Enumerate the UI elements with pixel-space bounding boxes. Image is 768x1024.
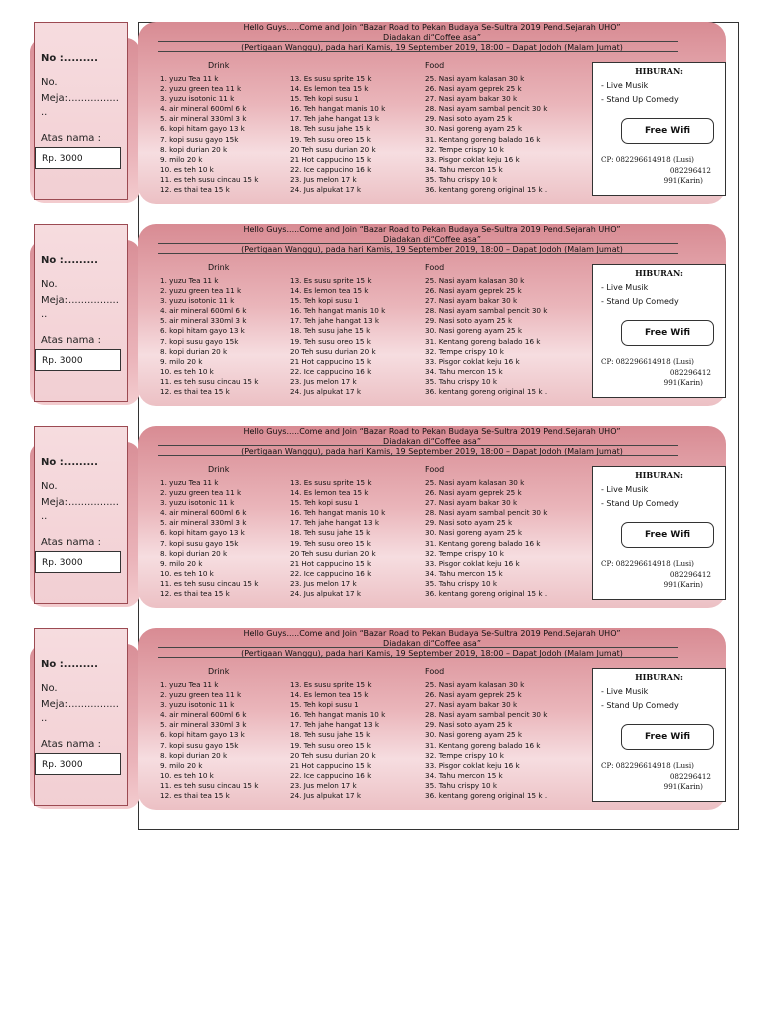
menu-item: 27. Nasi ayam bakar 30 k [425,700,518,710]
menu-item: 18. Teh susu jahe 15 k [290,730,371,740]
menu-item: 4. air mineral 600ml 6 k [160,104,247,114]
menu-item: 5. air mineral 330ml 3 k [160,114,247,124]
menu-item: 13. Es susu sprite 15 k [290,478,372,487]
stub-number-label-2: No. [41,683,58,694]
entertainment-item: - Stand Up Comedy [601,297,679,306]
menu-item: 14. Es lemon tea 15 k [290,286,369,296]
menu-item: 11. es teh susu cincau 15 k [160,174,259,184]
entertainment-item: - Live Musik [601,485,649,494]
divider [158,445,678,446]
menu-item: 3. yuzu isotonic 11 k [160,296,235,306]
menu-item: 21 Hot cappucino 15 k [290,356,372,366]
ticket [30,628,726,814]
menu-item: 6. kopi hitam gayo 13 k [160,730,245,740]
entertainment-item: - Live Musik [601,687,649,696]
menu-item: 10. es teh 10 k [160,770,214,780]
divider [158,41,678,42]
menu-item: 23. Jus melon 17 k [290,780,357,790]
menu-item: 20 Teh susu durian 20 k [290,548,376,558]
menu-item: 25. Nasi ayam kalasan 30 k [425,680,525,689]
stub-table-dots: .. [41,309,48,320]
menu-item: 33. Pisgor coklat keju 16 k [425,356,520,366]
menu-item: 7. kopi susu gayo 15k [160,740,239,750]
price-box: Rp. 3000 [35,551,121,573]
menu-item: 13. Es susu sprite 15 k [290,276,372,285]
menu-item: 36. kentang goreng original 15 k . [425,387,548,397]
stub-number-label-2: No. [41,279,58,290]
menu-item: 22. Ice cappucino 16 k [290,366,372,376]
drink-list-2 [290,680,385,801]
drink-list-2 [290,74,385,195]
food-heading: Food [425,61,445,70]
ticket-main [138,224,726,406]
entertainment-title: HIBURAN: [635,66,683,76]
event-date: (Pertigaan Wanggu), pada hari Kamis, 19 September 2019, 18:00 – Dapat Jodoh (Malam Jumat) [241,43,623,52]
menu-item: 28. Nasi ayam sambal pencit 30 k [425,710,548,720]
menu-item: 18. Teh susu jahe 15 k [290,124,371,134]
event-venue: Diadakan di“Coffee asa” [383,235,481,244]
menu-item: 12. es thai tea 15 k [160,791,230,801]
entertainment-box [592,62,726,196]
event-title: Hello Guys.....Come and Join “Bazar Road to Pekan Budaya Se-Sultra 2019 Pend.Sejarah UHO” [243,427,621,436]
entertainment-item: - Live Musik [601,81,649,90]
menu-item: 17. Teh jahe hangat 13 k [290,720,379,730]
ticket [30,224,726,410]
stub-number-label: No :......... [41,53,98,64]
drink-list-2 [290,276,385,397]
event-title: Hello Guys.....Come and Join “Bazar Road to Pekan Budaya Se-Sultra 2019 Pend.Sejarah UHO” [243,629,621,638]
stub-name-label: Atas nama : [41,739,101,750]
divider [158,657,678,658]
event-title: Hello Guys.....Come and Join “Bazar Road to Pekan Budaya Se-Sultra 2019 Pend.Sejarah UHO” [243,23,621,32]
ticket-stub [34,224,128,402]
menu-item: 1. yuzu Tea 11 k [160,276,219,285]
menu-item: 34. Tahu mercon 15 k [425,568,503,578]
menu-item: 27. Nasi ayam bakar 30 k [425,296,518,306]
contact-person-line2: 082296412 [669,166,711,175]
menu-item: 18. Teh susu jahe 15 k [290,326,371,336]
contact-person-line3: 991(Karin) [663,378,703,387]
menu-item: 29. Nasi soto ayam 25 k [425,720,513,730]
menu-item: 26. Nasi ayam geprek 25 k [425,286,522,296]
ticket-stub [34,426,128,604]
menu-item: 30. Nasi goreng ayam 25 k [425,124,523,134]
contact-person-line3: 991(Karin) [663,580,703,589]
menu-item: 2. yuzu green tea 11 k [160,286,242,296]
menu-item: 27. Nasi ayam bakar 30 k [425,94,518,104]
menu-item: 4. air mineral 600ml 6 k [160,710,247,720]
menu-item: 26. Nasi ayam geprek 25 k [425,84,522,94]
menu-item: 9. milo 20 k [160,154,203,164]
menu-item: 15. Teh kopi susu 1 [290,498,359,508]
stub-table-label: Meja:................ [41,93,119,104]
food-heading: Food [425,263,445,272]
free-wifi-badge: Free Wifi [621,118,714,144]
menu-item: 16. Teh hangat manis 10 k [290,508,386,518]
stub-name-label: Atas nama : [41,537,101,548]
free-wifi-badge: Free Wifi [621,522,714,548]
contact-person-line2: 082296412 [669,570,711,579]
menu-item: 36. kentang goreng original 15 k . [425,791,548,801]
menu-item: 32. Tempe crispy 10 k [425,144,504,154]
stub-table-label: Meja:................ [41,699,119,710]
event-date: (Pertigaan Wanggu), pada hari Kamis, 19 September 2019, 18:00 – Dapat Jodoh (Malam Jumat) [241,245,623,254]
divider [158,647,678,648]
free-wifi-badge: Free Wifi [621,724,714,750]
contact-person-line3: 991(Karin) [663,176,703,185]
contact-person-line2: 082296412 [669,772,711,781]
menu-item: 19. Teh susu oreo 15 k [290,134,371,144]
menu-item: 19. Teh susu oreo 15 k [290,538,371,548]
stub-table-dots: .. [41,511,48,522]
menu-item: 30. Nasi goreng ayam 25 k [425,326,523,336]
stub-table-dots: .. [41,107,48,118]
stub-table-dots: .. [41,713,48,724]
drink-list-1 [160,478,258,599]
menu-item: 17. Teh jahe hangat 13 k [290,316,379,326]
menu-item: 11. es teh susu cincau 15 k [160,376,259,386]
menu-item: 8. kopi durian 20 k [160,346,228,356]
menu-item: 14. Es lemon tea 15 k [290,84,369,94]
contact-person: CP: 082296614918 (Lusi) [601,761,694,770]
menu-item: 2. yuzu green tea 11 k [160,488,242,498]
ticket-stub [34,22,128,200]
menu-item: 2. yuzu green tea 11 k [160,84,242,94]
menu-item: 23. Jus melon 17 k [290,174,357,184]
menu-item: 21 Hot cappucino 15 k [290,558,372,568]
event-title: Hello Guys.....Come and Join “Bazar Road to Pekan Budaya Se-Sultra 2019 Pend.Sejarah UHO” [243,225,621,234]
food-list [425,680,547,801]
drink-heading: Drink [208,465,230,474]
menu-item: 28. Nasi ayam sambal pencit 30 k [425,508,548,518]
menu-item: 25. Nasi ayam kalasan 30 k [425,478,525,487]
menu-item: 9. milo 20 k [160,558,203,568]
menu-item: 10. es teh 10 k [160,164,214,174]
menu-item: 35. Tahu crispy 10 k [425,578,498,588]
menu-item: 4. air mineral 600ml 6 k [160,508,247,518]
drink-heading: Drink [208,263,230,272]
menu-item: 35. Tahu crispy 10 k [425,174,498,184]
entertainment-item: - Live Musik [601,283,649,292]
menu-item: 13. Es susu sprite 15 k [290,74,372,83]
menu-item: 19. Teh susu oreo 15 k [290,740,371,750]
menu-item: 28. Nasi ayam sambal pencit 30 k [425,104,548,114]
menu-item: 32. Tempe crispy 10 k [425,346,504,356]
contact-person: CP: 082296614918 (Lusi) [601,559,694,568]
stub-name-label: Atas nama : [41,335,101,346]
menu-item: 7. kopi susu gayo 15k [160,134,239,144]
event-date: (Pertigaan Wanggu), pada hari Kamis, 19 September 2019, 18:00 – Dapat Jodoh (Malam Jumat) [241,649,623,658]
menu-item: 1. yuzu Tea 11 k [160,478,219,487]
entertainment-title: HIBURAN: [635,672,683,682]
stub-number-label: No :......... [41,255,98,266]
menu-item: 9. milo 20 k [160,356,203,366]
menu-item: 26. Nasi ayam geprek 25 k [425,690,522,700]
divider [158,455,678,456]
menu-item: 35. Tahu crispy 10 k [425,780,498,790]
drink-list-2 [290,478,385,599]
entertainment-item: - Stand Up Comedy [601,701,679,710]
menu-item: 29. Nasi soto ayam 25 k [425,114,513,124]
entertainment-item: - Stand Up Comedy [601,499,679,508]
stub-number-label-2: No. [41,77,58,88]
menu-item: 1. yuzu Tea 11 k [160,680,219,689]
menu-item: 9. milo 20 k [160,760,203,770]
menu-item: 3. yuzu isotonic 11 k [160,94,235,104]
menu-item: 6. kopi hitam gayo 13 k [160,528,245,538]
menu-item: 32. Tempe crispy 10 k [425,750,504,760]
menu-item: 31. Kentang goreng balado 16 k [425,336,541,346]
entertainment-box [592,466,726,600]
menu-item: 12. es thai tea 15 k [160,589,230,599]
contact-person-line3: 991(Karin) [663,782,703,791]
event-venue: Diadakan di“Coffee asa” [383,437,481,446]
menu-item: 24. Jus alpukat 17 k [290,791,362,801]
menu-item: 7. kopi susu gayo 15k [160,538,239,548]
menu-item: 29. Nasi soto ayam 25 k [425,316,513,326]
ticket-stub [34,628,128,806]
stub-table-label: Meja:................ [41,497,119,508]
menu-item: 32. Tempe crispy 10 k [425,548,504,558]
divider [158,51,678,52]
menu-item: 25. Nasi ayam kalasan 30 k [425,276,525,285]
menu-item: 3. yuzu isotonic 11 k [160,700,235,710]
menu-item: 31. Kentang goreng balado 16 k [425,740,541,750]
menu-item: 3. yuzu isotonic 11 k [160,498,235,508]
stub-number-label: No :......... [41,659,98,670]
menu-item: 6. kopi hitam gayo 13 k [160,326,245,336]
contact-person: CP: 082296614918 (Lusi) [601,357,694,366]
stub-number-label-2: No. [41,481,58,492]
stub-number-label: No :......... [41,457,98,468]
menu-item: 21 Hot cappucino 15 k [290,154,372,164]
menu-item: 27. Nasi ayam bakar 30 k [425,498,518,508]
menu-item: 6. kopi hitam gayo 13 k [160,124,245,134]
food-list [425,276,547,397]
menu-item: 8. kopi durian 20 k [160,750,228,760]
drink-heading: Drink [208,667,230,676]
menu-item: 7. kopi susu gayo 15k [160,336,239,346]
menu-item: 4. air mineral 600ml 6 k [160,306,247,316]
ticket [30,22,726,208]
menu-item: 36. kentang goreng original 15 k . [425,185,548,195]
drink-list-1 [160,74,258,195]
drink-heading: Drink [208,61,230,70]
menu-item: 18. Teh susu jahe 15 k [290,528,371,538]
menu-item: 20 Teh susu durian 20 k [290,144,376,154]
event-date: (Pertigaan Wanggu), pada hari Kamis, 19 September 2019, 18:00 – Dapat Jodoh (Malam Jumat) [241,447,623,456]
menu-item: 5. air mineral 330ml 3 k [160,518,247,528]
stub-name-label: Atas nama : [41,133,101,144]
menu-item: 22. Ice cappucino 16 k [290,770,372,780]
ticket-main [138,426,726,608]
divider [158,253,678,254]
menu-item: 14. Es lemon tea 15 k [290,488,369,498]
menu-item: 29. Nasi soto ayam 25 k [425,518,513,528]
menu-item: 15. Teh kopi susu 1 [290,700,359,710]
food-heading: Food [425,667,445,676]
menu-item: 31. Kentang goreng balado 16 k [425,134,541,144]
menu-item: 17. Teh jahe hangat 13 k [290,114,379,124]
menu-item: 2. yuzu green tea 11 k [160,690,242,700]
menu-item: 8. kopi durian 20 k [160,144,228,154]
menu-item: 26. Nasi ayam geprek 25 k [425,488,522,498]
menu-item: 14. Es lemon tea 15 k [290,690,369,700]
menu-item: 15. Teh kopi susu 1 [290,296,359,306]
entertainment-box [592,264,726,398]
event-venue: Diadakan di“Coffee asa” [383,639,481,648]
contact-person: CP: 082296614918 (Lusi) [601,155,694,164]
menu-item: 28. Nasi ayam sambal pencit 30 k [425,306,548,316]
menu-item: 36. kentang goreng original 15 k . [425,589,548,599]
contact-person-line2: 082296412 [669,368,711,377]
menu-item: 24. Jus alpukat 17 k [290,185,362,195]
menu-item: 19. Teh susu oreo 15 k [290,336,371,346]
menu-item: 10. es teh 10 k [160,568,214,578]
food-list [425,478,547,599]
menu-item: 5. air mineral 330ml 3 k [160,316,247,326]
drink-list-1 [160,276,258,397]
ticket [30,426,726,612]
food-list [425,74,547,195]
entertainment-box [592,668,726,802]
menu-item: 33. Pisgor coklat keju 16 k [425,558,520,568]
menu-item: 33. Pisgor coklat keju 16 k [425,760,520,770]
menu-item: 16. Teh hangat manis 10 k [290,104,386,114]
menu-item: 12. es thai tea 15 k [160,185,230,195]
entertainment-item: - Stand Up Comedy [601,95,679,104]
menu-item: 13. Es susu sprite 15 k [290,680,372,689]
price-box: Rp. 3000 [35,147,121,169]
entertainment-title: HIBURAN: [635,268,683,278]
menu-item: 25. Nasi ayam kalasan 30 k [425,74,525,83]
menu-item: 5. air mineral 330ml 3 k [160,720,247,730]
menu-item: 24. Jus alpukat 17 k [290,387,362,397]
menu-item: 23. Jus melon 17 k [290,376,357,386]
menu-item: 30. Nasi goreng ayam 25 k [425,730,523,740]
menu-item: 34. Tahu mercon 15 k [425,366,503,376]
food-heading: Food [425,465,445,474]
event-venue: Diadakan di“Coffee asa” [383,33,481,42]
menu-item: 10. es teh 10 k [160,366,214,376]
price-box: Rp. 3000 [35,753,121,775]
menu-item: 1. yuzu Tea 11 k [160,74,219,83]
menu-item: 23. Jus melon 17 k [290,578,357,588]
entertainment-title: HIBURAN: [635,470,683,480]
drink-list-1 [160,680,258,801]
menu-item: 35. Tahu crispy 10 k [425,376,498,386]
ticket-main [138,628,726,810]
stub-table-label: Meja:................ [41,295,119,306]
menu-item: 22. Ice cappucino 16 k [290,164,372,174]
menu-item: 24. Jus alpukat 17 k [290,589,362,599]
menu-item: 17. Teh jahe hangat 13 k [290,518,379,528]
menu-item: 8. kopi durian 20 k [160,548,228,558]
menu-item: 15. Teh kopi susu 1 [290,94,359,104]
menu-item: 21 Hot cappucino 15 k [290,760,372,770]
menu-item: 22. Ice cappucino 16 k [290,568,372,578]
menu-item: 33. Pisgor coklat keju 16 k [425,154,520,164]
menu-item: 16. Teh hangat manis 10 k [290,306,386,316]
menu-item: 16. Teh hangat manis 10 k [290,710,386,720]
menu-item: 11. es teh susu cincau 15 k [160,780,259,790]
menu-item: 20 Teh susu durian 20 k [290,750,376,760]
price-box: Rp. 3000 [35,349,121,371]
menu-item: 11. es teh susu cincau 15 k [160,578,259,588]
divider [158,243,678,244]
menu-item: 31. Kentang goreng balado 16 k [425,538,541,548]
free-wifi-badge: Free Wifi [621,320,714,346]
menu-item: 30. Nasi goreng ayam 25 k [425,528,523,538]
menu-item: 34. Tahu mercon 15 k [425,770,503,780]
menu-item: 34. Tahu mercon 15 k [425,164,503,174]
menu-item: 12. es thai tea 15 k [160,387,230,397]
menu-item: 20 Teh susu durian 20 k [290,346,376,356]
ticket-main [138,22,726,204]
